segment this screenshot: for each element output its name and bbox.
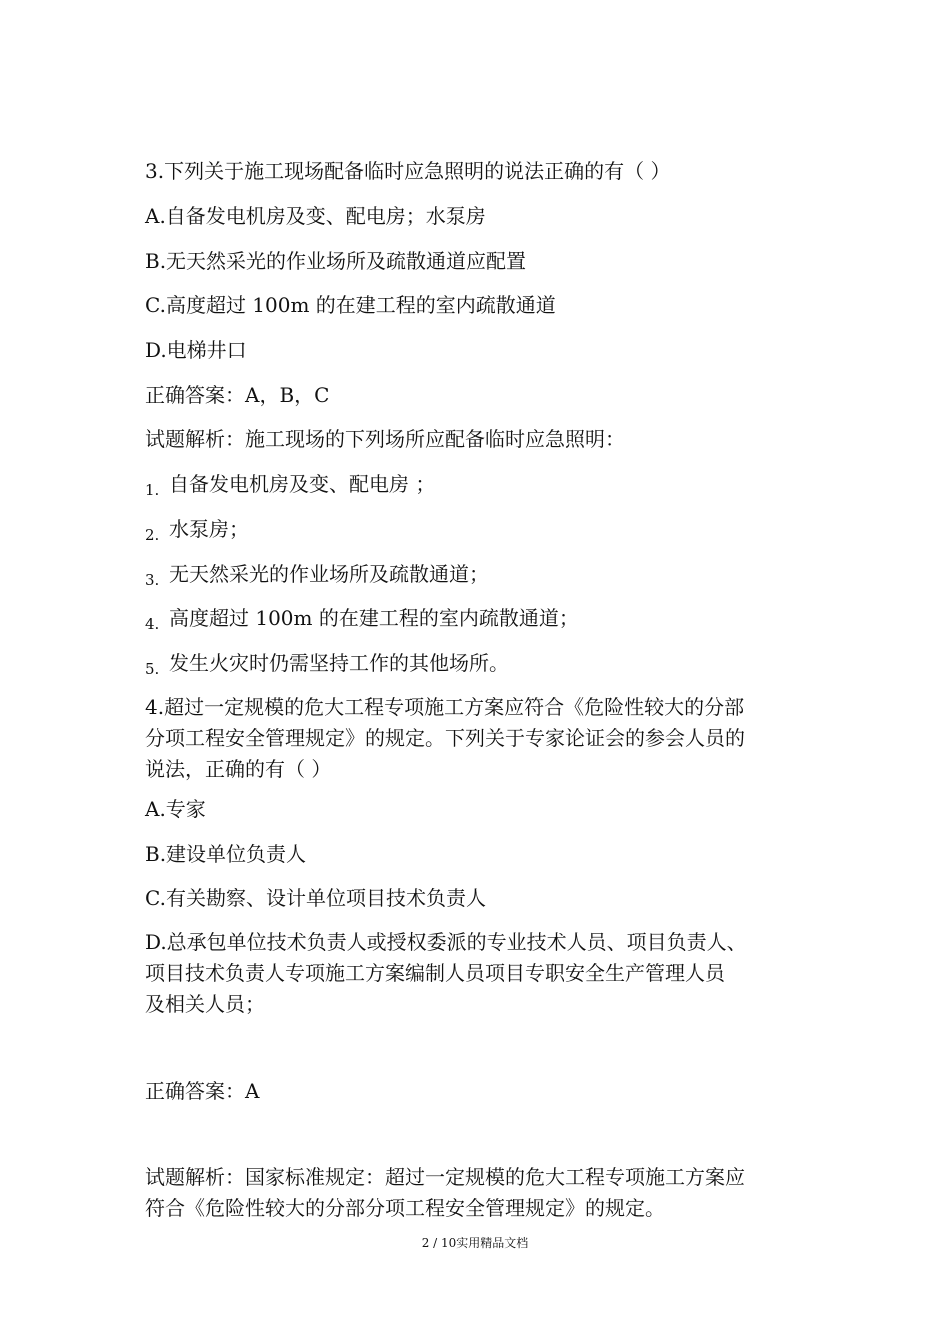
q4-answer: 正确答案：A [145,1079,260,1103]
q4-option-d-line: 项目技术负责人专项施工方案编制人员项目专职安全生产管理人员 [145,961,725,985]
q3-analysis-item [145,652,509,680]
q3-option-a: A.自备发电机房及变、配电房；水泵房 [145,204,486,228]
q4-question-line: 说法，正确的有（ ） [145,757,332,781]
q4-option-a: A.专家 [145,797,206,821]
q3-analysis-item [145,563,489,591]
q3-option-b: B.无天然采光的作业场所及疏散通道应配置 [145,249,527,273]
q3-analysis-item [145,607,579,635]
item-text: 水泵房； [169,517,249,541]
item-number: 4. [145,615,160,633]
q3-analysis-intro: 试题解析：施工现场的下列场所应配备临时应急照明： [145,427,625,451]
item-number: 2. [145,526,160,544]
q4-analysis [145,1162,815,1224]
q3-analysis-item [145,473,435,501]
q4-option-d [145,927,815,1020]
q3-option-d: D.电梯井口 [145,338,247,362]
q3-question: 3.下列关于施工现场配备临时应急照明的说法正确的有（ ） [145,159,671,183]
q4-option-b: B.建设单位负责人 [145,842,307,866]
q4-question-line: 分项工程安全管理规定》的规定。下列关于专家论证会的参会人员的 [145,726,745,750]
q3-analysis-item [145,518,249,546]
q4-question-line: 4.超过一定规模的危大工程专项施工方案应符合《危险性较大的分部 [145,695,745,719]
q4-analysis-line: 试题解析：国家标准规定：超过一定规模的危大工程专项施工方案应 [145,1165,745,1189]
item-number: 3. [145,571,160,589]
q3-option-c: C.高度超过 100m 的在建工程的室内疏散通道 [145,293,556,317]
q3-answer: 正确答案：A，B，C [145,383,330,407]
item-text: 发生火灾时仍需坚持工作的其他场所。 [169,651,509,675]
item-number: 1. [145,481,160,499]
q4-option-c: C.有关勘察、设计单位项目技术负责人 [145,886,486,910]
q4-question [145,692,815,785]
q4-option-d-line: 及相关人员； [145,992,265,1016]
q4-option-d-line: D.总承包单位技术负责人或授权委派的专业技术人员、项目负责人、 [145,930,747,954]
item-text: 自备发电机房及变、配电房 ； [169,472,436,496]
q4-analysis-line: 符合《危险性较大的分部分项工程安全管理规定》的规定。 [145,1196,665,1220]
item-number: 5. [145,660,160,678]
page-footer: 2 / 10实用精品文档 [421,1236,529,1250]
item-text: 高度超过 100m 的在建工程的室内疏散通道； [169,606,579,630]
item-text: 无天然采光的作业场所及疏散通道； [169,562,489,586]
